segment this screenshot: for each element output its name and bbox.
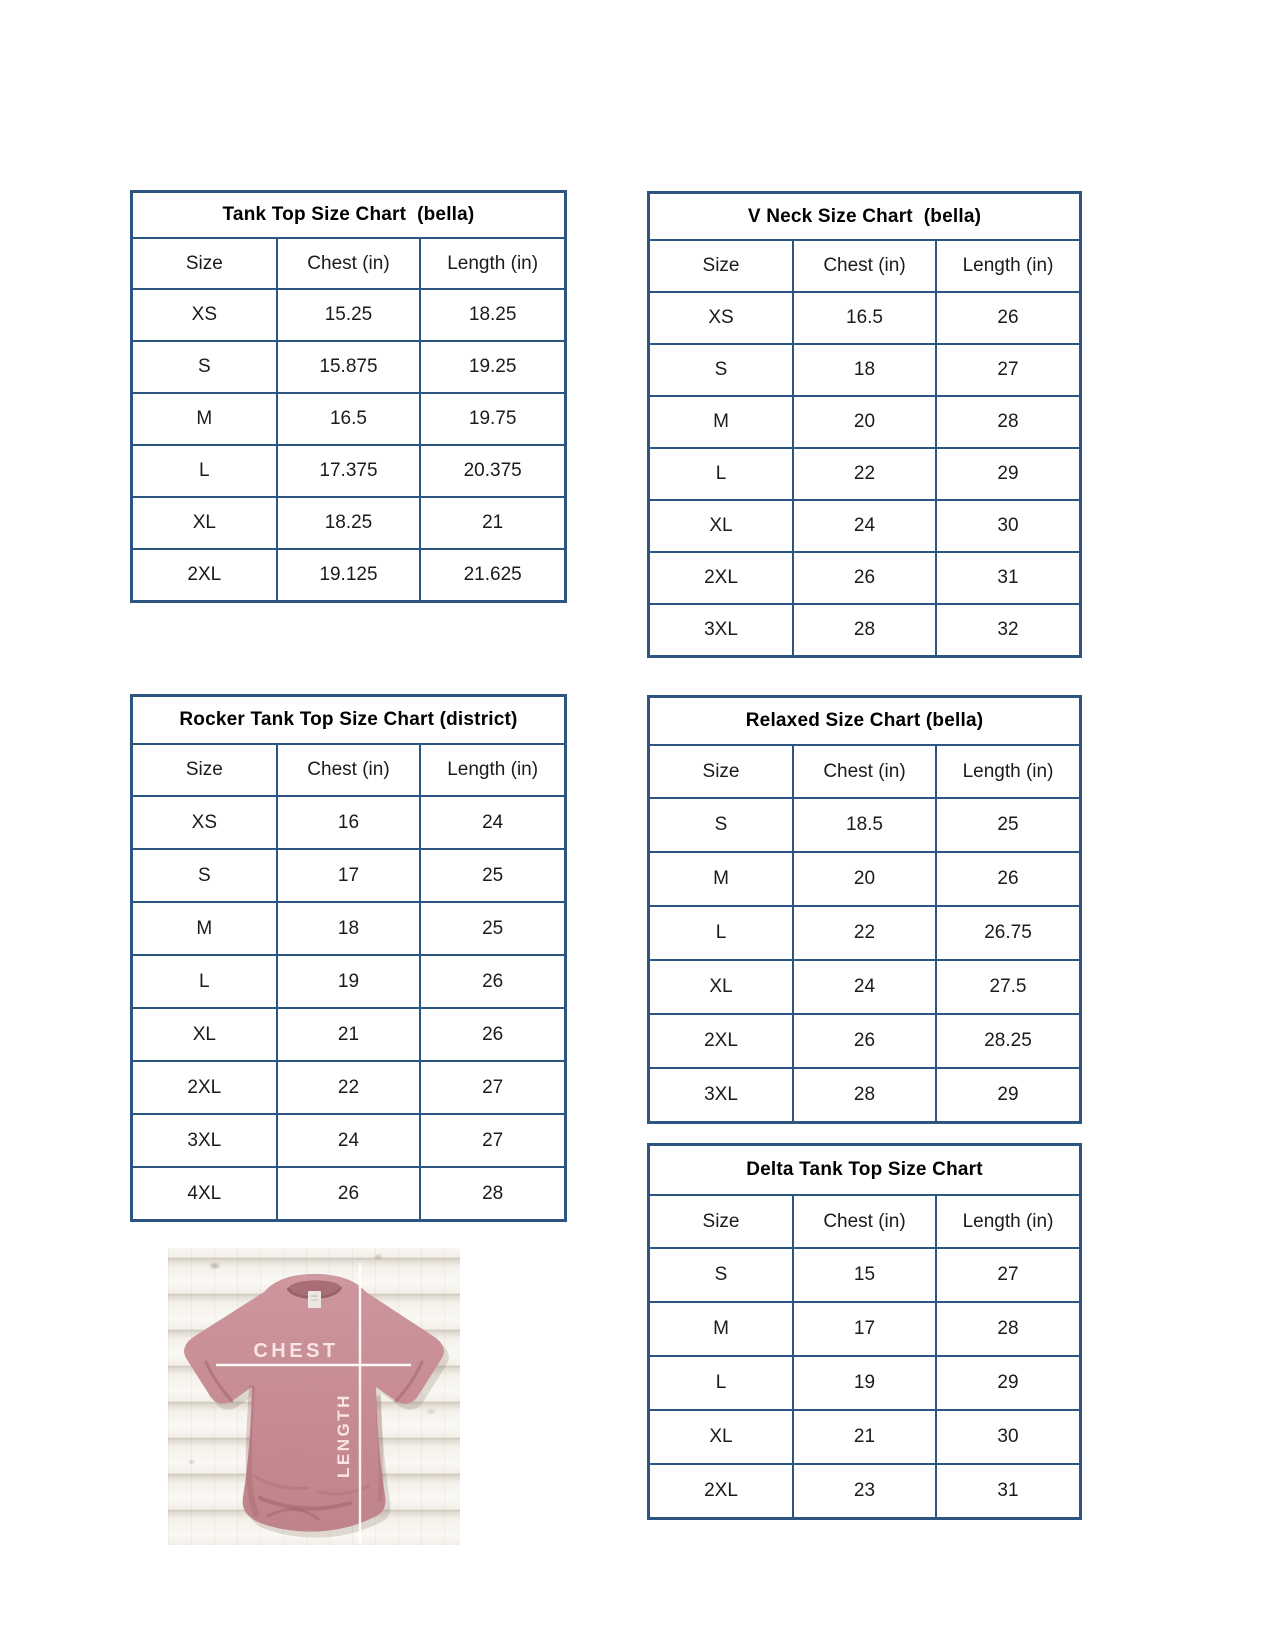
size-cell: 15 (793, 1248, 936, 1302)
size-cell: 4XL (133, 1167, 277, 1219)
size-cell: M (650, 1302, 793, 1356)
size-cell: 17.375 (277, 445, 421, 497)
size-cell: M (650, 852, 793, 906)
size-cell: 24 (277, 1114, 421, 1167)
care-tag (308, 1291, 321, 1308)
size-cell: 3XL (133, 1114, 277, 1167)
size-row (650, 798, 1079, 852)
size-row (133, 849, 564, 902)
table-title: Tank Top Size Chart (bella) (133, 193, 564, 239)
size-cell: 18.25 (277, 497, 421, 549)
size-cell: 29 (936, 448, 1079, 500)
size-cell: XL (133, 1008, 277, 1061)
size-cell: 26 (277, 1167, 421, 1219)
table-title: V Neck Size Chart (bella) (650, 194, 1079, 241)
size-cell: 18.5 (793, 798, 936, 852)
size-row (650, 1302, 1079, 1356)
size-cell: XL (650, 500, 793, 552)
size-cell: 15.875 (277, 341, 421, 393)
column-header: Length (in) (420, 745, 564, 796)
size-row (133, 1167, 564, 1219)
size-cell: M (133, 902, 277, 955)
column-header: Length (in) (936, 1196, 1079, 1248)
size-cell: 26 (936, 292, 1079, 344)
header-row (133, 745, 564, 796)
size-cell: 24 (793, 960, 936, 1014)
size-cell: 22 (793, 906, 936, 960)
size-row (650, 396, 1079, 448)
size-cell: 29 (936, 1356, 1079, 1410)
size-cell: 18 (793, 344, 936, 396)
size-cell: 30 (936, 500, 1079, 552)
size-cell: 18.25 (420, 289, 564, 341)
size-cell: 2XL (650, 552, 793, 604)
size-cell: 17 (277, 849, 421, 902)
size-cell: 26 (420, 955, 564, 1008)
size-cell: 18 (277, 902, 421, 955)
size-cell: 25 (936, 798, 1079, 852)
size-cell: 26 (936, 852, 1079, 906)
size-cell: XS (133, 289, 277, 341)
shirt-measurement-photo (168, 1248, 460, 1545)
size-row (133, 289, 564, 341)
size-cell: 21 (420, 497, 564, 549)
table-grid (133, 239, 564, 600)
table-grid (650, 241, 1079, 655)
size-cell: 31 (936, 552, 1079, 604)
size-row (133, 902, 564, 955)
column-header: Length (in) (936, 746, 1079, 798)
size-cell: 2XL (133, 549, 277, 600)
size-row (133, 1114, 564, 1167)
size-cell: 3XL (650, 604, 793, 655)
size-cell: 19.75 (420, 393, 564, 445)
size-cell: 26 (420, 1008, 564, 1061)
size-row (133, 1008, 564, 1061)
size-row (650, 1464, 1079, 1517)
size-cell: S (650, 344, 793, 396)
size-row (133, 1061, 564, 1114)
column-header: Size (133, 745, 277, 796)
size-cell: 28 (936, 396, 1079, 448)
size-cell: S (133, 849, 277, 902)
rocker-tank-top-size-chart (130, 694, 567, 1222)
size-cell: 2XL (650, 1464, 793, 1517)
size-row (650, 906, 1079, 960)
size-cell: 31 (936, 1464, 1079, 1517)
size-cell: M (650, 396, 793, 448)
size-row (650, 604, 1079, 655)
column-header: Chest (in) (277, 239, 421, 289)
size-cell: 2XL (133, 1061, 277, 1114)
size-row (133, 796, 564, 849)
size-row (133, 393, 564, 445)
column-header: Chest (in) (793, 241, 936, 292)
size-row (650, 1356, 1079, 1410)
size-row (650, 552, 1079, 604)
column-header: Length (in) (936, 241, 1079, 292)
size-cell: 16.5 (793, 292, 936, 344)
size-row (650, 852, 1079, 906)
size-cell: S (133, 341, 277, 393)
size-cell: 25 (420, 849, 564, 902)
size-row (133, 955, 564, 1008)
size-cell: 17 (793, 1302, 936, 1356)
table-title: Relaxed Size Chart (bella) (650, 698, 1079, 746)
delta-tank-top-size-chart (647, 1143, 1082, 1520)
size-cell: 22 (793, 448, 936, 500)
size-cell: 20 (793, 852, 936, 906)
size-cell: 27 (936, 344, 1079, 396)
size-row (650, 1248, 1079, 1302)
size-cell: XS (650, 292, 793, 344)
header-row (650, 746, 1079, 798)
size-row (650, 1014, 1079, 1068)
size-cell: 2XL (650, 1014, 793, 1068)
size-cell: 20.375 (420, 445, 564, 497)
size-cell: 28.25 (936, 1014, 1079, 1068)
column-header: Chest (in) (793, 746, 936, 798)
size-cell: L (133, 445, 277, 497)
size-cell: 24 (793, 500, 936, 552)
size-cell: L (650, 906, 793, 960)
size-cell: 19 (793, 1356, 936, 1410)
tank-top-size-chart (130, 190, 567, 603)
column-header: Chest (in) (277, 745, 421, 796)
size-cell: 26 (793, 1014, 936, 1068)
size-row (133, 549, 564, 600)
size-row (650, 500, 1079, 552)
column-header: Size (133, 239, 277, 289)
column-header: Size (650, 1196, 793, 1248)
size-cell: 3XL (650, 1068, 793, 1121)
size-cell: 32 (936, 604, 1079, 655)
size-cell: 21 (793, 1410, 936, 1464)
size-cell: 15.25 (277, 289, 421, 341)
size-cell: XL (133, 497, 277, 549)
size-cell: 29 (936, 1068, 1079, 1121)
size-cell: 30 (936, 1410, 1079, 1464)
size-cell: 28 (793, 1068, 936, 1121)
header-row (133, 239, 564, 289)
size-cell: 16.5 (277, 393, 421, 445)
size-cell: 27 (420, 1114, 564, 1167)
size-cell: L (133, 955, 277, 1008)
header-row (650, 241, 1079, 292)
v-neck-size-chart (647, 191, 1082, 658)
size-cell: 19.25 (420, 341, 564, 393)
column-header: Size (650, 241, 793, 292)
table-grid (650, 1196, 1079, 1517)
table-title: Delta Tank Top Size Chart (650, 1146, 1079, 1196)
size-cell: L (650, 1356, 793, 1410)
table-grid (133, 745, 564, 1219)
size-cell: 21.625 (420, 549, 564, 600)
size-cell: 28 (793, 604, 936, 655)
chest-label: CHEST (253, 1340, 339, 1362)
size-cell: XL (650, 960, 793, 1014)
size-cell: 20 (793, 396, 936, 448)
column-header: Chest (in) (793, 1196, 936, 1248)
size-cell: 19.125 (277, 549, 421, 600)
size-cell: 27 (936, 1248, 1079, 1302)
size-cell: S (650, 798, 793, 852)
table-grid (650, 746, 1079, 1121)
size-row (650, 448, 1079, 500)
size-row (650, 1068, 1079, 1121)
size-cell: 22 (277, 1061, 421, 1114)
size-row (133, 445, 564, 497)
size-cell: L (650, 448, 793, 500)
table-title: Rocker Tank Top Size Chart (district) (133, 697, 564, 745)
length-label: LENGTH (334, 1393, 353, 1478)
size-cell: 19 (277, 955, 421, 1008)
column-header: Size (650, 746, 793, 798)
size-cell: 21 (277, 1008, 421, 1061)
size-cell: M (133, 393, 277, 445)
size-cell: 27.5 (936, 960, 1079, 1014)
size-row (650, 1410, 1079, 1464)
size-row (133, 341, 564, 393)
size-cell: XS (133, 796, 277, 849)
size-cell: XL (650, 1410, 793, 1464)
size-row (133, 497, 564, 549)
size-cell: 28 (936, 1302, 1079, 1356)
size-cell: 26.75 (936, 906, 1079, 960)
relaxed-size-chart (647, 695, 1082, 1124)
size-cell: 28 (420, 1167, 564, 1219)
size-cell: 27 (420, 1061, 564, 1114)
size-cell: S (650, 1248, 793, 1302)
tshirt-illustration (168, 1248, 460, 1545)
size-row (650, 960, 1079, 1014)
size-cell: 26 (793, 552, 936, 604)
size-row (650, 292, 1079, 344)
size-row (650, 344, 1079, 396)
size-cell: 16 (277, 796, 421, 849)
column-header: Length (in) (420, 239, 564, 289)
size-cell: 24 (420, 796, 564, 849)
header-row (650, 1196, 1079, 1248)
size-cell: 23 (793, 1464, 936, 1517)
size-cell: 25 (420, 902, 564, 955)
